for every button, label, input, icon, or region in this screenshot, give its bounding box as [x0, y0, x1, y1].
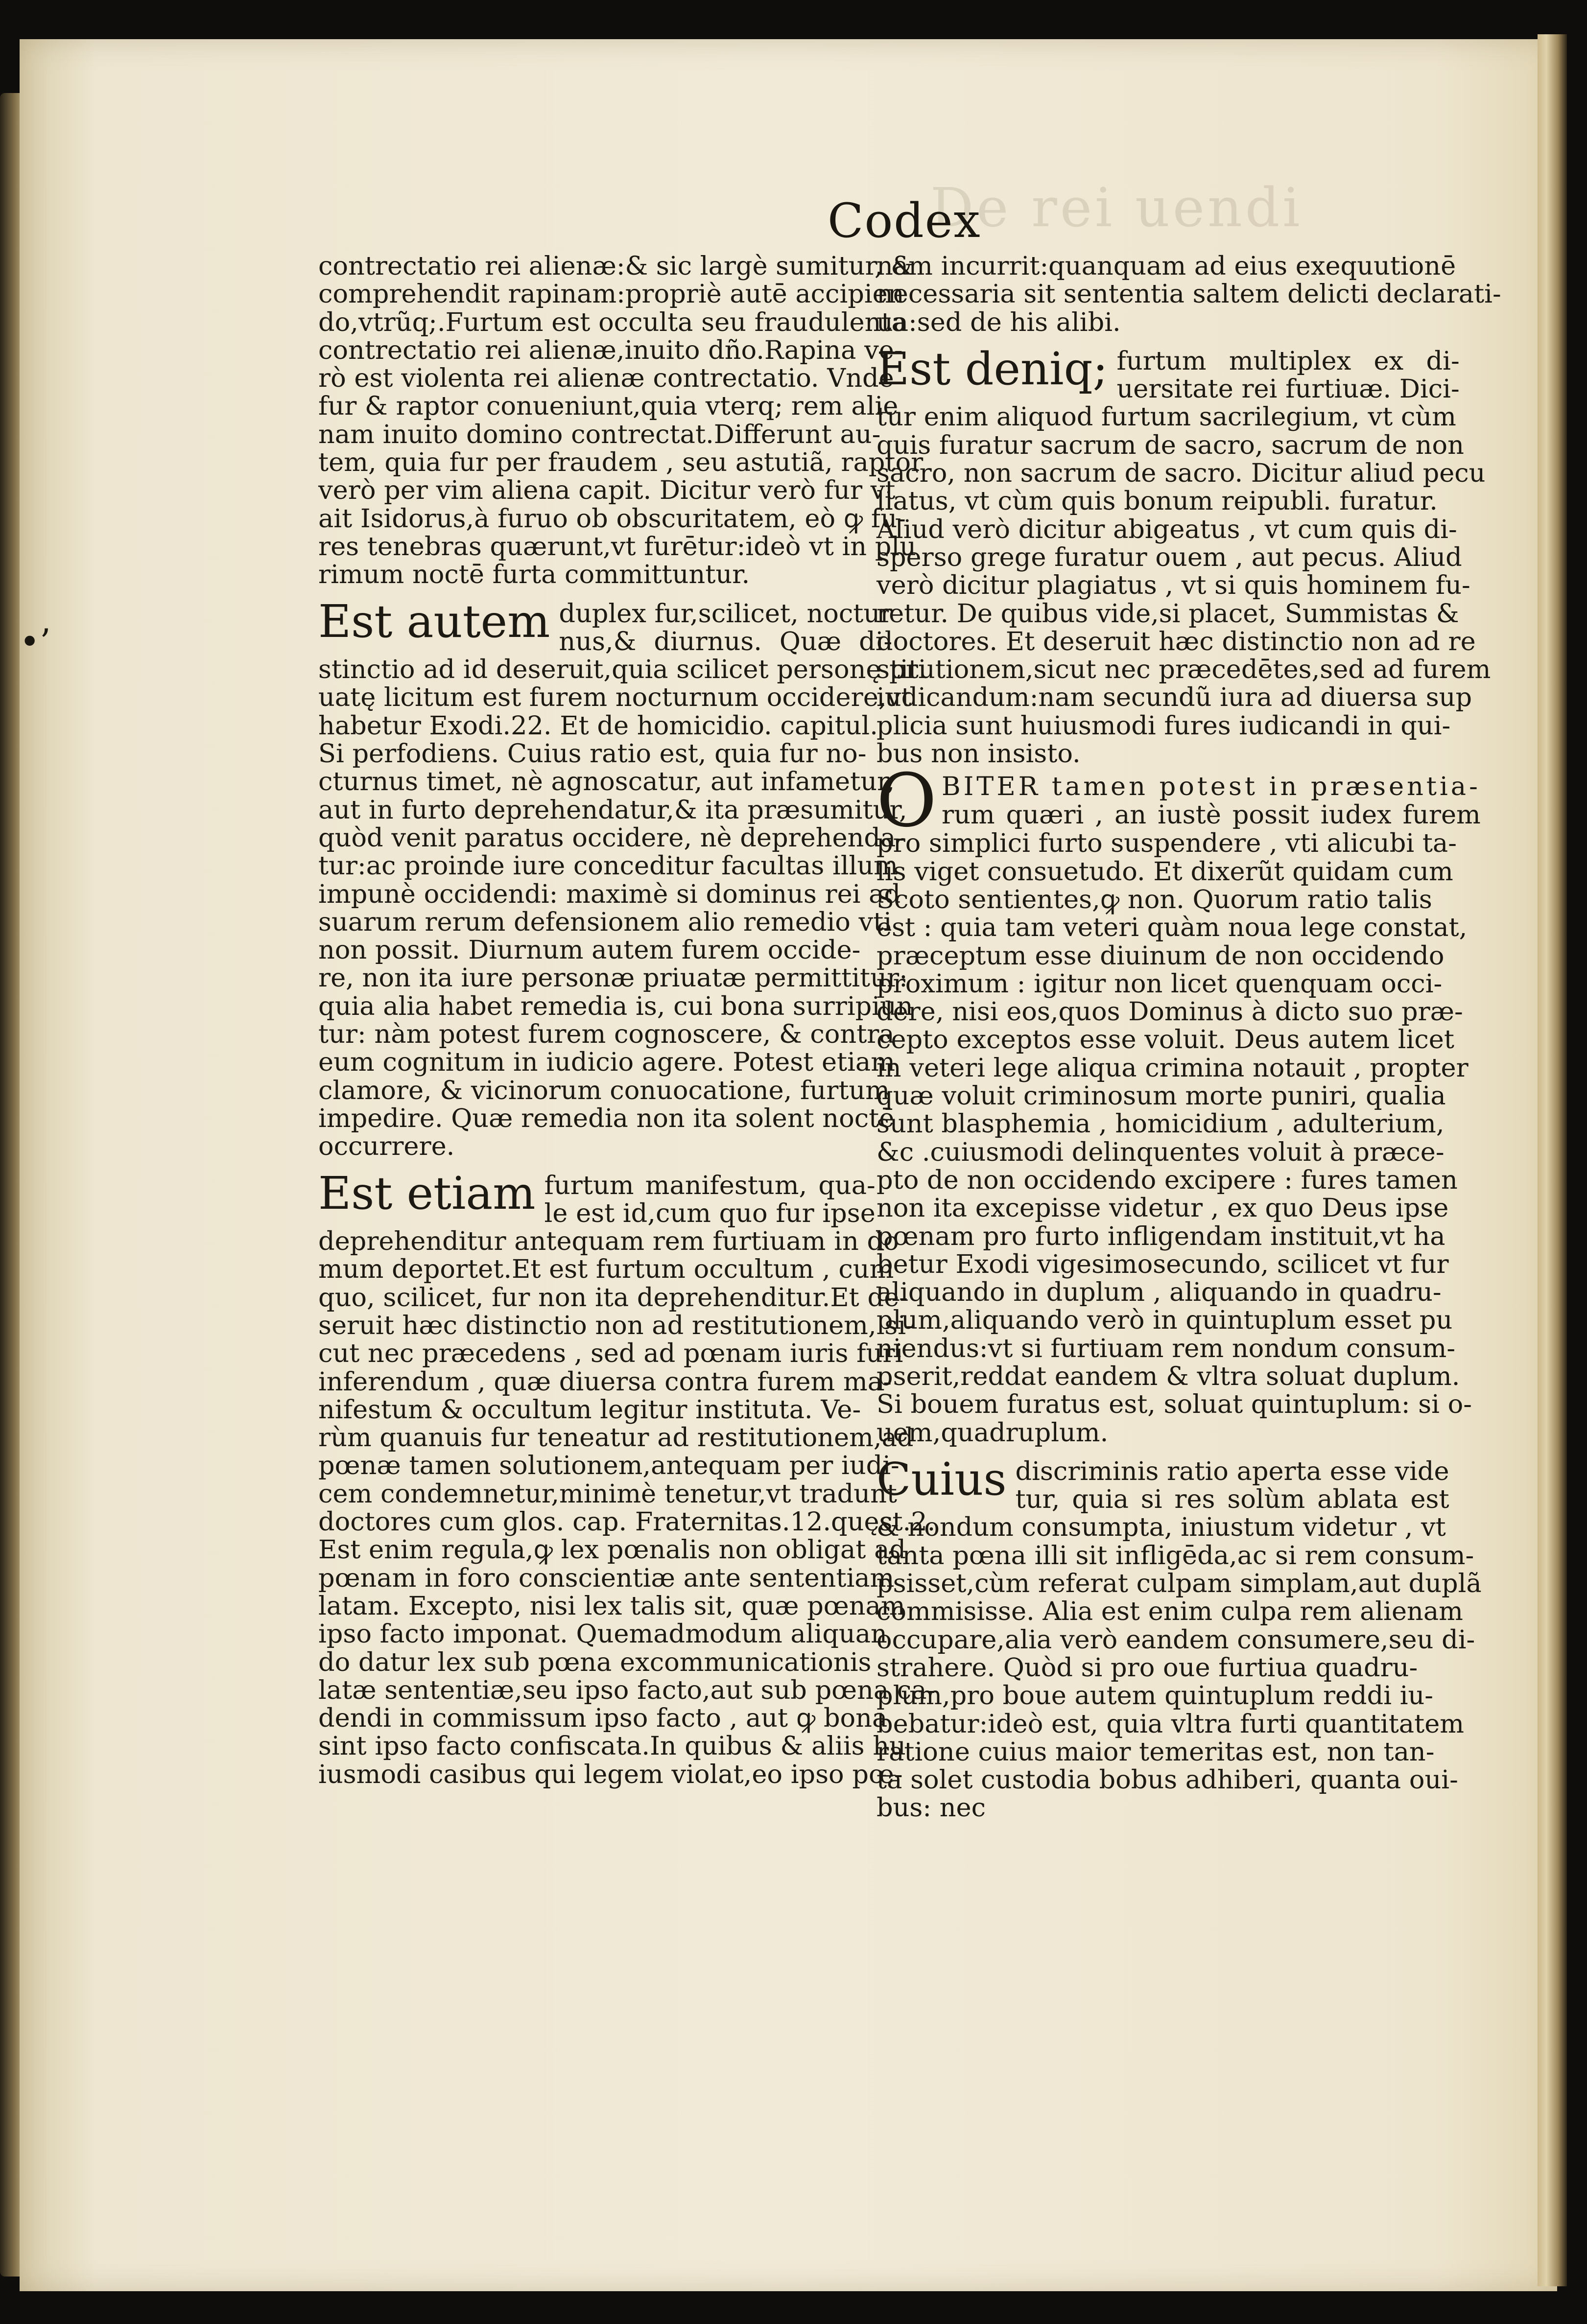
text-line: quæ voluit criminosum morte puniri, qualia — [876, 1081, 1446, 1111]
text-line: proximum : igitur non licet quenquam occi- — [876, 968, 1443, 999]
text-line: nam incurrit:quanquam ad eius exequutionē — [876, 251, 1456, 281]
text-line: strahere. Quòd si pro oue furtiua quadru- — [876, 1652, 1418, 1683]
text-line: quis furatur sacrum de sacro, sacrum de non — [876, 430, 1464, 460]
text-line: Scoto sentientes,ꝙ non. Quorum ratio talis — [876, 884, 1432, 915]
text-line: occurrere. — [318, 1131, 455, 1162]
text-line: fur & raptor conueniunt,quia vterq; rem alie — [318, 391, 899, 422]
text-line: seruit hæc distinctio non ad restitutionem, si- — [318, 1310, 915, 1340]
text-line: plum,pro boue autem quintuplum reddi iu- — [876, 1681, 1434, 1711]
text-line: aliquando in duplum , aliquando in quadru- — [876, 1277, 1442, 1308]
text-line: dendi in commissum ipso facto , aut ꝙ bona — [318, 1703, 888, 1734]
text-line: non ita excepisse videtur , ex quo Deus ipse — [876, 1193, 1449, 1223]
text-line: tur:ac proinde iure conceditur facultas illum — [318, 851, 898, 881]
heading-lines — [559, 600, 892, 656]
text-line: plicia sunt huiusmodi fures iudicandi in qui- — [876, 710, 1451, 741]
text-line: sint ipso facto confiscata.In quibus & aliis hu — [318, 1731, 906, 1761]
running-header: Codex — [828, 193, 981, 248]
text-line: nam inuito domino contrectat.Differunt au- — [318, 419, 881, 449]
section-heading — [318, 595, 893, 657]
paragraph — [318, 251, 924, 590]
text-line: bebatur:ideò est, quia vltra furti quantitatem — [876, 1709, 1465, 1739]
text-line: præceptum esse diuinum de non occidendo — [876, 940, 1445, 971]
book-edge-right — [1538, 34, 1567, 2286]
text-line: stitutionem,sicut nec præcedētes,sed ad furem — [876, 655, 1491, 685]
text-line: nifestum & occultum legitur instituta. Ve- — [318, 1394, 861, 1425]
text-line: impunè occidendi: maximè si dominus rei ad — [318, 879, 901, 909]
text-line: clamore, & vicinorum conuocatione, furtum — [318, 1075, 890, 1105]
margin-mark: •’ — [20, 622, 51, 662]
text-line: Si perfodiens. Cuius ratio est, quia fur no- — [318, 739, 867, 769]
text-line: bus non insisto. — [876, 739, 1081, 769]
text-line: Si bouem furatus est, soluat quintuplum: si o- — [876, 1389, 1472, 1420]
text-line: re, non ita iure personæ priuatæ permittitur: — [318, 963, 908, 993]
heading-initial-word: Est etiam — [318, 1167, 536, 1220]
text-line: contrectatio rei alienæ,inuito dño.Rapina ve- — [318, 335, 903, 365]
text-line: iusmodi casibus qui legem violat,eo ipso pœ- — [318, 1759, 903, 1789]
text-line: plum,aliquando verò in quintuplum esset pu — [876, 1305, 1453, 1336]
text-line: comprehendit rapinam:propriè autē accipien — [318, 279, 904, 309]
text-line: est : quia tam veteri quàm noua lege constat, — [876, 913, 1468, 943]
text-line: do,vtrũq;.Furtum est occulta seu fraudulenta — [318, 307, 907, 337]
text-line: pœnam pro furto infligendam instituit,vt ha — [876, 1221, 1445, 1251]
text-line: quòd venit paratus occidere, nè deprehenda- — [318, 822, 905, 853]
right-column — [876, 251, 1501, 1823]
text-line: sacro, non sacrum de sacro. Dicitur aliud pecu — [876, 458, 1486, 489]
text-line: pserit,reddat eandem & vltra soluat duplum. — [876, 1361, 1460, 1391]
text-line: pœnæ tamen solutionem,antequam per iudi- — [318, 1451, 900, 1481]
text-line: commisisse. Alia est enim culpa rem alienam — [876, 1596, 1463, 1627]
text-line: iudicandum:nam secundũ iura ad diuersa sup — [876, 682, 1472, 713]
text-line: quo, scilicet, fur non ita deprehenditur.Et de- — [318, 1282, 908, 1313]
left-column — [318, 251, 936, 1789]
drop-cap-letter: O — [876, 758, 937, 844]
text-line: necessaria sit sententia saltem delicti declarati- — [876, 279, 1501, 309]
text-line: psisset,cùm referat culpam simplam,aut duplã — [876, 1569, 1482, 1599]
text-line: uem,quadruplum. — [876, 1417, 1109, 1448]
text-line: ait Isidorus,à furuo ob obscuritatem, eò ꝙ fu- — [318, 503, 906, 534]
text-line: latam. Excepto, nisi lex talis sit, quæ pœnam — [318, 1591, 905, 1621]
text-line: tur: nàm potest furem cognoscere, & contra — [318, 1019, 895, 1050]
text-line: pro simplici furto suspendere , vti alicubi ta- — [876, 828, 1457, 859]
text-line: rò est violenta rei alienæ contrectatio. Vnde — [318, 363, 894, 394]
text-line: cturnus timet, nè agnoscatur, aut infametur, — [318, 767, 895, 797]
text-line: dere, nisi eos,quos Dominus à dicto suo præ- — [876, 997, 1463, 1027]
text-line: impedire. Quæ remedia non ita solent noctē — [318, 1103, 895, 1133]
paragraph — [318, 655, 926, 1162]
bleed-through-text: De rei uendi — [930, 176, 1303, 239]
text-line: rimum noctē furta committuntur. — [318, 560, 750, 590]
text-line: non possit. Diurnum autem furem occide- — [318, 935, 861, 965]
text-line: uersitate rei furtiuæ. Dici- — [1116, 374, 1460, 404]
text-line: &c .cuiusmodi delinquentes voluit à præce- — [876, 1137, 1445, 1167]
text-line: doctores. Et deseruit hæc distinctio non ad re — [876, 626, 1476, 657]
text-line: bus: nec — [876, 1793, 986, 1823]
text-line: inferendum , quæ diuersa contra furem ma- — [318, 1366, 892, 1397]
text-line: doctores cum glos. cap. Fraternitas.12.quęst.2. — [318, 1507, 936, 1537]
heading-initial-word: Est deniq; — [876, 342, 1108, 395]
text-line: tanta pœna illi sit infligēda,ac si rem consum- — [876, 1540, 1474, 1571]
text-line: liatus, vt cùm quis bonum reipubli. furatur. — [876, 486, 1438, 516]
text-line: cem condemnetur,minimè tenetur,vt tradunt — [318, 1479, 897, 1509]
text-line: latæ sententiæ,seu ipso facto,aut sub pœna ca- — [318, 1675, 936, 1705]
text-line: ta solet custodia bobus adhiberi, quanta oui- — [876, 1765, 1458, 1795]
text-line: verò dicitur plagiatus , vt si quis hominem fu- — [876, 570, 1470, 601]
text-line: sunt blasphemia , homicidium , adulterium, — [876, 1109, 1445, 1139]
text-line: verò per vim aliena capit. Dicitur verò fur vt — [318, 475, 896, 506]
text-line: niendus:vt si furtiuam rem nondum consum- — [876, 1333, 1456, 1363]
text-line: rùm quanuis fur teneatur ad restitutionem,ad — [318, 1423, 914, 1453]
text-line: lis viget consuetudo. Et dixerũt quidam cum — [876, 856, 1453, 887]
text-line: cepto exceptos esse voluit. Deus autem licet — [876, 1025, 1454, 1055]
section-heading — [318, 1167, 876, 1228]
text-line: res tenebras quærunt,vt furētur:ideò vt in plu — [318, 531, 917, 562]
heading-lines — [545, 1172, 876, 1228]
text-line: rum quæri , an iustè possit iudex furem — [941, 799, 1481, 830]
section-heading — [876, 342, 1460, 404]
paragraph — [876, 1512, 1482, 1823]
heading-initial-word: Est autem — [318, 595, 550, 648]
text-line: ratione cuius maior temeritas est, non tan- — [876, 1737, 1435, 1767]
text-line: & nondum consumpta, iniustum videtur , vt — [876, 1512, 1446, 1543]
text-line: quia alia habet remedia is, cui bona surripiun — [318, 991, 913, 1021]
text-line: tem, quia fur per fraudem , seu astutiã, raptor — [318, 447, 924, 478]
text-line: ua:sed de his alibi. — [876, 307, 1121, 337]
text-line: habetur Exodi.22. Et de homicidio. capitul. — [318, 710, 878, 741]
text-line: sperso grege furatur ouem , aut pecus. Aliud — [876, 542, 1462, 572]
text-line: discriminis ratio aperta esse vide — [1015, 1456, 1449, 1486]
text-line: eum cognitum in iudicio agere. Potest etiam — [318, 1047, 895, 1078]
text-line: deprehenditur antequam rem furtiuam in do — [318, 1226, 899, 1257]
text-line: betur Exodi vigesimosecundo, scilicet vt fur — [876, 1249, 1449, 1279]
text-line: cut nec præcedens , sed ad pœnam iuris furi — [318, 1338, 903, 1369]
text-line: uatę licitum est furem nocturnum occidere,vt — [318, 682, 912, 713]
text-line: Est enim regula,ꝙ lex pœnalis non obligat ad — [318, 1535, 906, 1565]
text-line: stinctio ad id deseruit,quia scilicet personę pri — [318, 655, 926, 685]
text-line: nus,& diurnus. Quæ di- — [559, 626, 893, 657]
paragraph — [876, 402, 1491, 769]
text-line: contrectatio rei alienæ:& sic largè sumitur, & — [318, 251, 914, 281]
text-line: le est id,cum quo fur ipse — [544, 1198, 876, 1228]
text-line: in veteri lege aliqua crimina notauit , propter — [876, 1053, 1469, 1083]
text-line: Aliud verò dicitur abigeatus , vt cum quis di- — [876, 514, 1457, 544]
text-line: duplex fur,scilicet, noctur — [559, 598, 893, 629]
heading-lines — [942, 773, 1481, 829]
text-line: pœnam in foro conscientiæ ante sententiam — [318, 1563, 895, 1593]
text-line: pto de non occidendo excipere : fures tamen — [876, 1165, 1458, 1195]
text-line: suarum rerum defensionem alio remedio vti — [318, 907, 892, 937]
text-line: occupare,alia verò eandem consumere,seu di- — [876, 1624, 1475, 1655]
heading-lines — [1016, 1457, 1449, 1514]
text-line: do datur lex sub pœna excommunicationis — [318, 1647, 872, 1677]
text-line: tur, quia si res solùm ablata est — [1015, 1484, 1449, 1515]
text-line: retur. De quibus vide,si placet, Summistas & — [876, 598, 1459, 629]
text-line: aut in furto deprehendatur,& ita præsumitur, — [318, 795, 907, 825]
paragraph — [318, 1226, 936, 1789]
text-line: furtum manifestum, qua- — [544, 1170, 876, 1200]
text-line: BITER tamen potest in præsentia- — [941, 772, 1481, 802]
text-line: furtum multiplex ex di- — [1116, 346, 1460, 376]
section-heading — [876, 1453, 1449, 1515]
text-line: tur enim aliquod furtum sacrilegium, vt cùm — [876, 402, 1456, 432]
heading-initial-word: Cuius — [876, 1453, 1007, 1505]
heading-lines — [1117, 347, 1460, 403]
paragraph — [876, 828, 1472, 1448]
text-line: mum deportet.Et est furtum occultum , cum — [318, 1254, 894, 1285]
paragraph — [876, 251, 1501, 337]
text-line: ipso facto imponat. Quemadmodum aliquan — [318, 1619, 887, 1649]
